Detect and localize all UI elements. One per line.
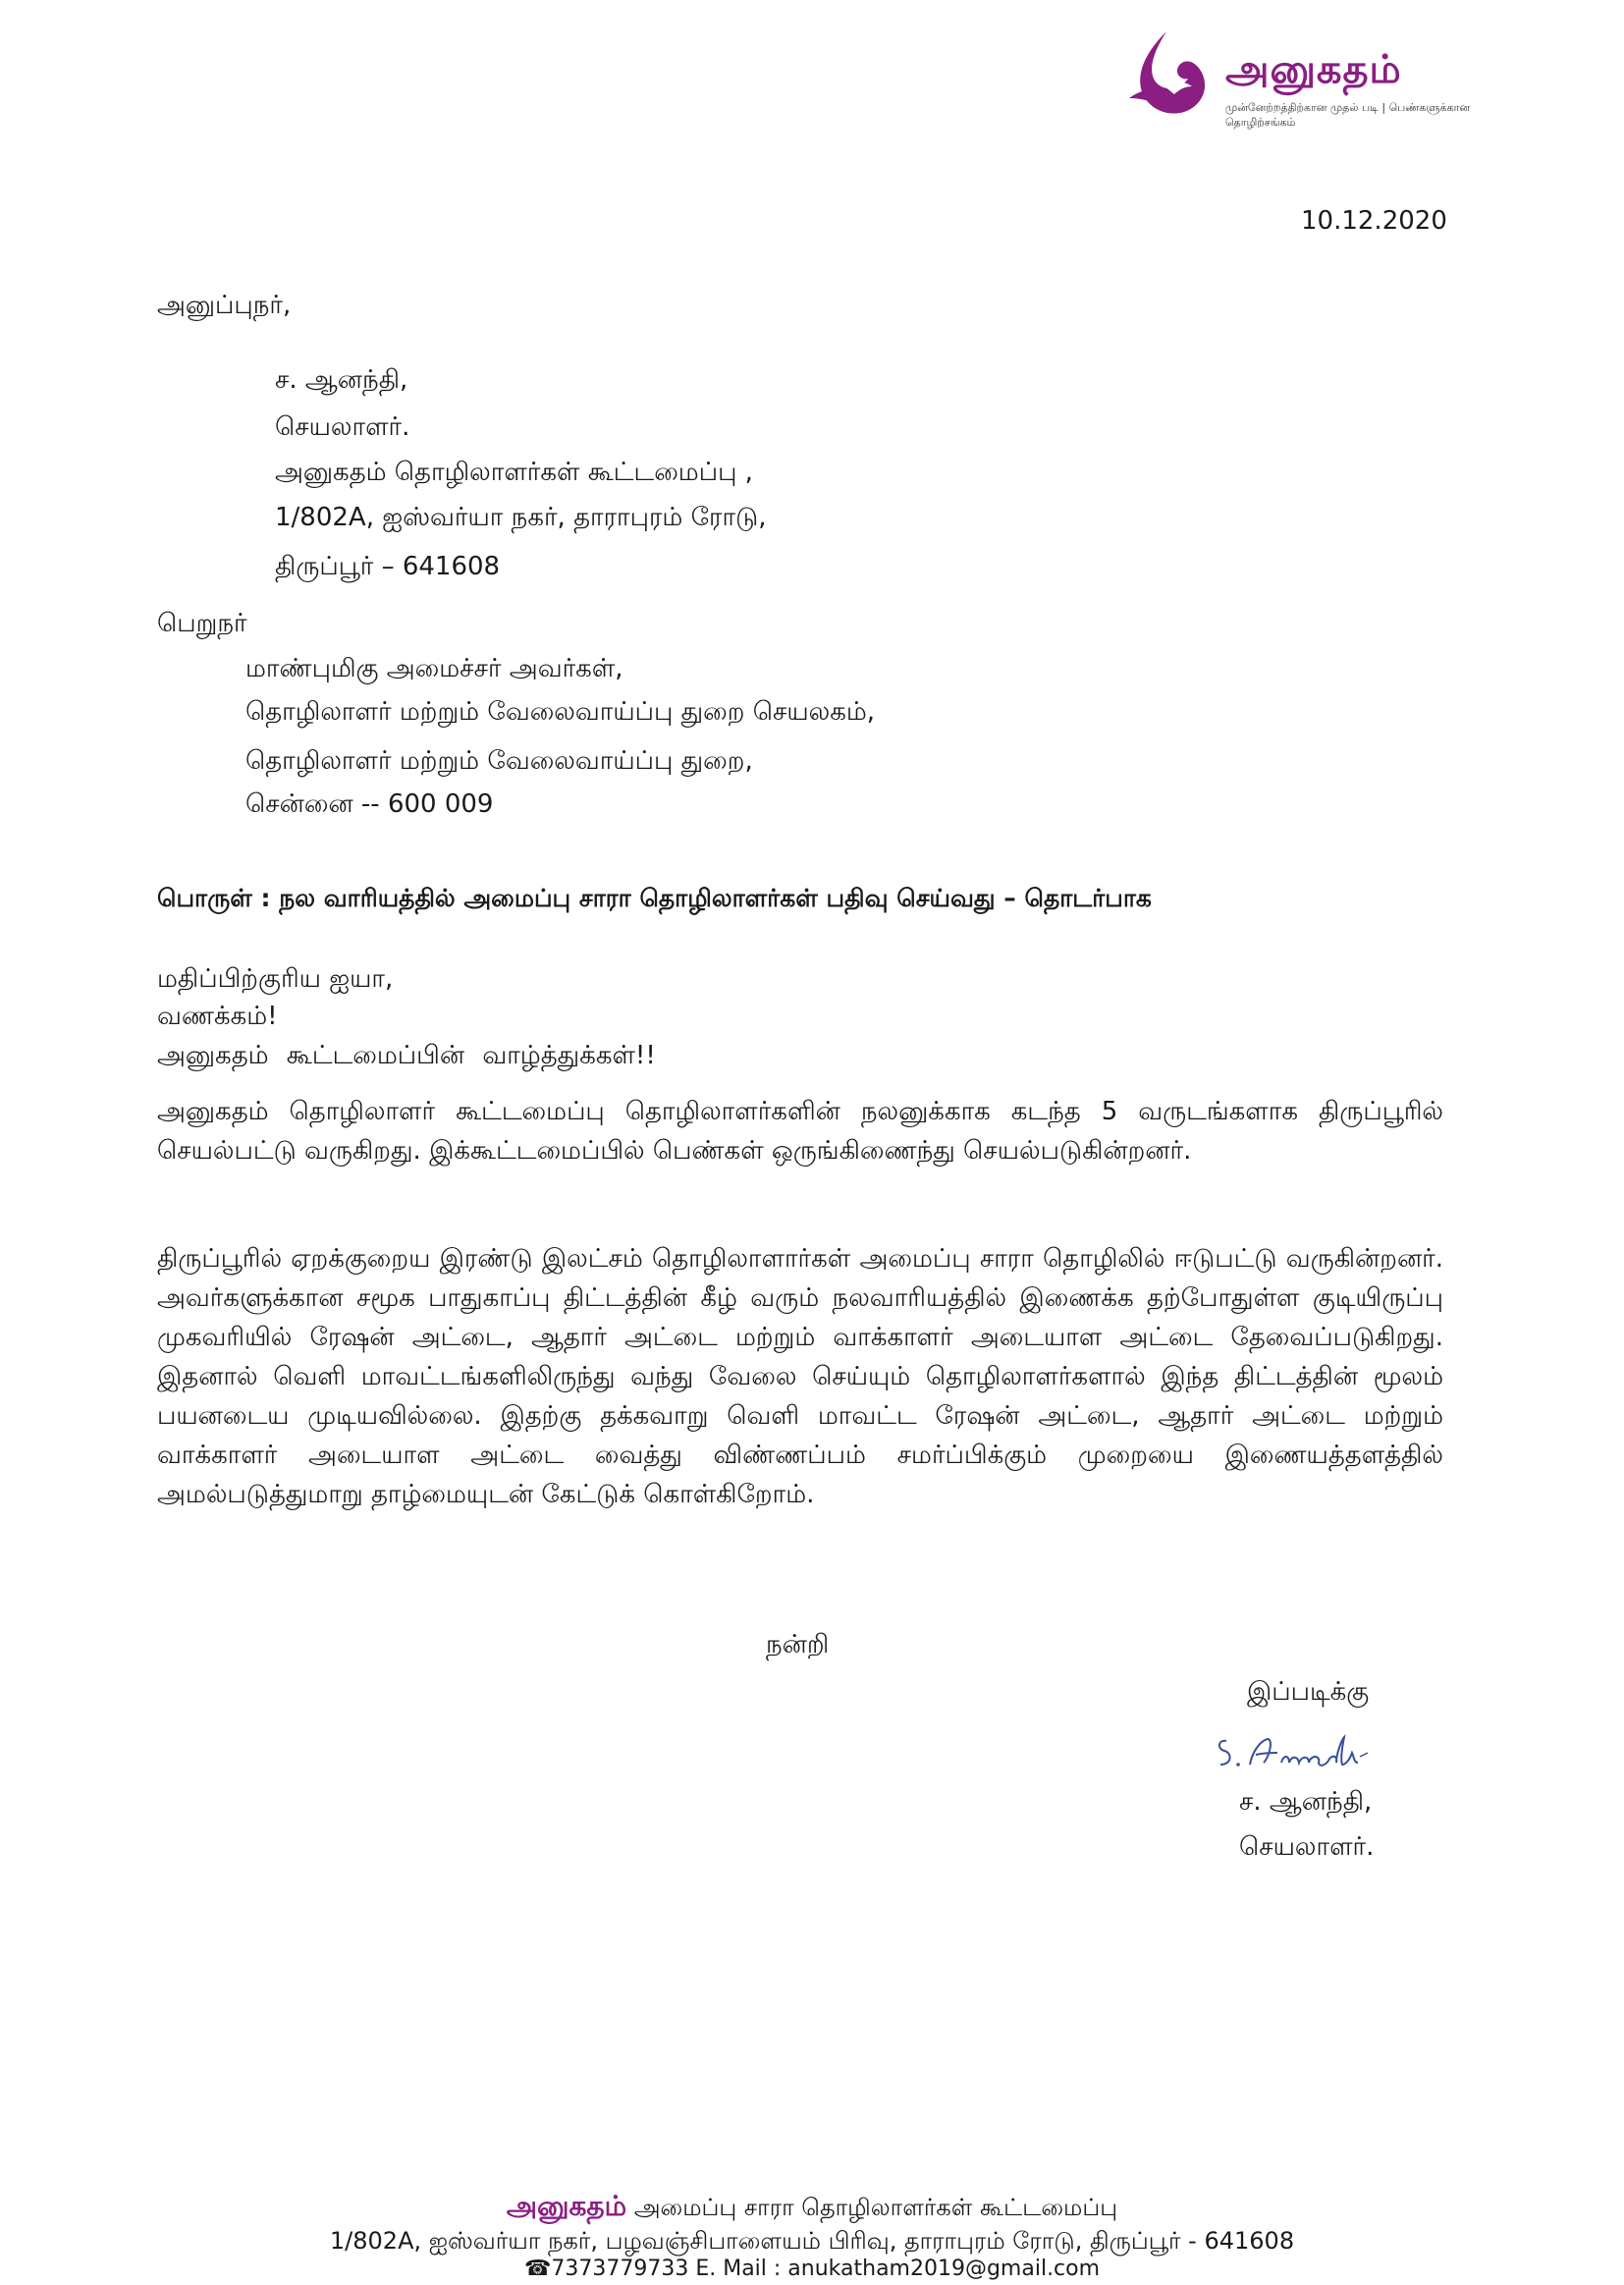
- salutation: மதிப்பிற்குரிய ஐயா,: [157, 964, 394, 994]
- signature: [1213, 1723, 1429, 1782]
- signatory-role: செயலாளர்.: [1239, 1832, 1375, 1862]
- greeting-hello: வணக்கம்!: [157, 1002, 278, 1031]
- letter-date: 10.12.2020: [1301, 206, 1447, 236]
- footer-address: 1/802A, ஐஸ்வர்யா நகர், பழவஞ்சிபாளையம் பிரிவு, தாராபுரம் ரோடு, திருப்பூர் - 641608: [329, 2227, 1295, 2255]
- footer-contact: ☎7373779733 E. Mail : anukatham2019@gmail.com: [523, 2257, 1101, 2281]
- from-line: திருப்பூர் – 641608: [275, 552, 501, 581]
- to-line: தொழிலாளர் மற்றும் வேலைவாய்ப்பு துறை செயலகம்,: [245, 697, 876, 727]
- letter-subject: பொருள் : நல வாரியத்தில் அமைப்பு சாரா தொழிலாளர்கள் பதிவு செய்வது – தொடர்பாக: [157, 884, 1152, 912]
- body-paragraph-2: திருப்பூரில் ஏறக்குறைய இரண்டு இலட்சம் தொழிலாளார்கள் அமைப்பு சாரா தொழிலில் ஈடுபட்டு வருகின்றனர். அவர்களுக்கான சமூக பாதுகாப்பு திட்டத்தின் கீழ் வரும் நலவாரியத்தில் இணைக்க தற்போதுள்ள குடியிருப்பு முகவரியில் ரேஷன் அட்டை, ஆதார் அட்டை மற்றும் வாக்காளர் அடையாள அட்டை தேவைப்படுகிறது. இதனால் வெளி மாவட்டங்களிலிருந்து வந்து வேலை செய்யும் தொழிலாளர்களால் இந்த திட்டத்தின் மூலம் பயனடைய முடியவில்லை. இதற்கு தக்கவாறு வெளி மாவட்ட ரேஷன் அட்டை, ஆதார் அட்டை மற்றும் வாக்காளர் அடையாள அட்டை வைத்து விண்ணப்பம் சமர்ப்பிக்கும் முறையை இணையத்தளத்தில் அமல்படுத்துமாறு தாழ்மையுடன் கேட்டுக் கொள்கிறோம்.: [157, 1244, 1444, 1509]
- handwritten-signature-icon: [1213, 1723, 1429, 1782]
- body-paragraph-1: அனுகதம் தொழிலாளர் கூட்டமைப்பு தொழிலாளர்களின் நலனுக்காக கடந்த 5 வருடங்களாக திருப்பூரில் செயல்பட்டு வருகிறது. இக்கூட்டமைப்பில் பெண்கள் ஒருங்கிணைந்து செயல்படுகின்றனர்.: [157, 1097, 1443, 1166]
- from-line: செயலாளர்.: [275, 412, 410, 442]
- from-heading: அனுப்புநர்,: [157, 291, 292, 320]
- to-line: தொழிலாளர் மற்றும் வேலைவாய்ப்பு துறை,: [245, 746, 753, 776]
- org-logo: [1119, 29, 1532, 129]
- yours-text: இப்படிக்கு: [1247, 1677, 1370, 1707]
- footer-brand: அனுகதம்: [506, 2190, 627, 2222]
- from-line: 1/802A, ஐஸ்வர்யா நகர், தாராபுரம் ரோடு,: [275, 503, 767, 532]
- to-line: சென்னை -- 600 009: [245, 789, 494, 819]
- to-heading: பெறுநர்: [157, 609, 247, 638]
- signatory-name: ச. ஆனந்தி,: [1239, 1787, 1373, 1817]
- from-line: அனுகதம் தொழிலாளர்கள் கூட்டமைப்பு ,: [275, 458, 753, 487]
- greeting-wishes: அனுகதம் கூட்டமைப்பின் வாழ்த்துக்கள்!!: [157, 1041, 656, 1070]
- dove-hand-logo-icon: [1119, 29, 1218, 120]
- footer-org-name: அமைப்பு சாரா தொழிலாளர்கள் கூட்டமைப்பு: [633, 2194, 1118, 2221]
- thanks-text: நன்றி: [766, 1630, 830, 1659]
- from-line: ச. ஆனந்தி,: [275, 365, 408, 395]
- to-line: மாண்புமிகு அமைச்சர் அவர்கள்,: [245, 654, 623, 683]
- logo-tagline: முன்னேற்றத்திற்கான முதல் படி | பெண்களுக்கான தொழிற்சங்கம்: [1225, 101, 1471, 129]
- footer-org: [0, 2190, 1624, 2226]
- logo-wordmark: அனுகதம்: [1225, 47, 1402, 92]
